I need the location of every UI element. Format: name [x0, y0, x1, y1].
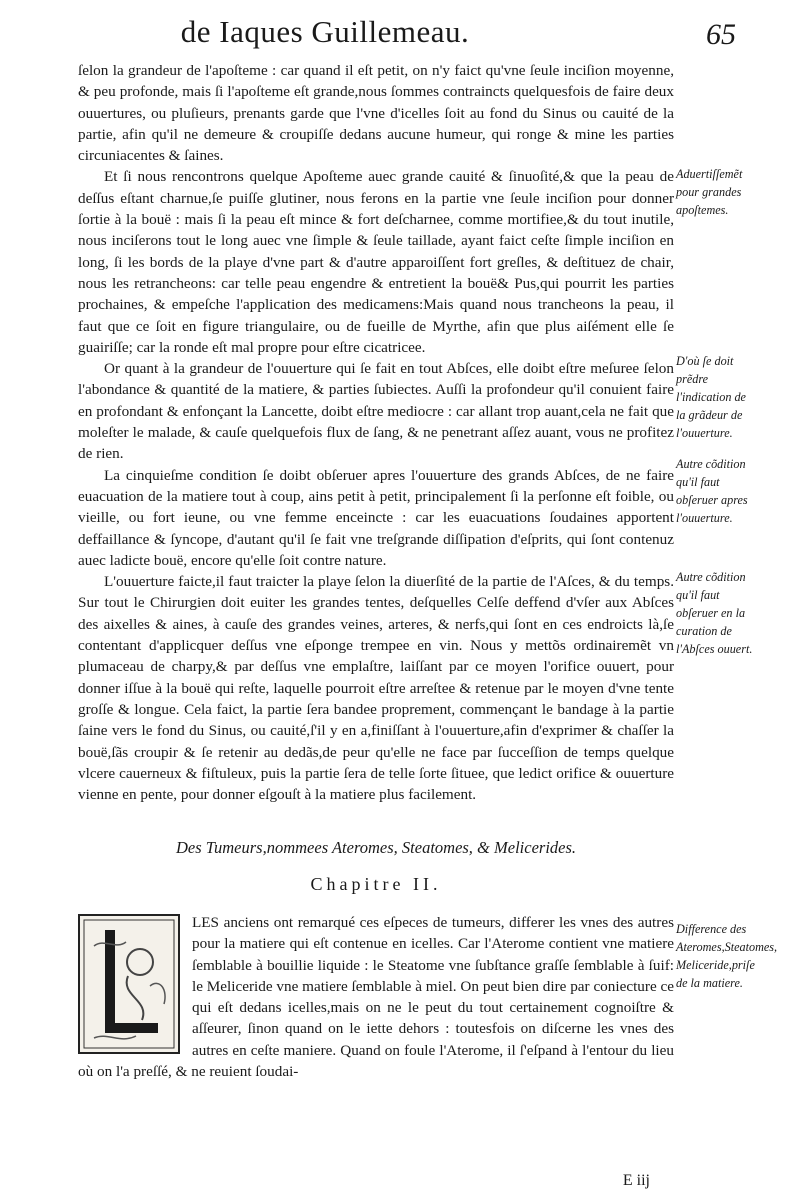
margin-note: Difference des Ateromes,Steatomes, Meliceride,priſe de la matiere. [676, 922, 778, 990]
chapter-body [78, 912, 674, 1082]
chapter-paragraph: LES anciens ont remarqué ces eſpeces de tumeurs, differer les vnes des autres pour la matiere qui eſt contenue en icelles. Car l'Aterome contient vne matiere ſemblable à bouillie liquide : le Steatome vne ſubſtance graſſe ſemblable à ſuif: le Meliceride vne matiere ſemblable à miel. On peut bien dire par coniecture ce qui eſt dedans icelles,mais on ne le peut du tout certainement cognoiſtre & aſſeurer, ſinon quand on le iette dehors : toutesfois on diſcerne les vnes des autres en ceſte maniere. Quand on foule l'Aterome, il ſ'eſpand à l'entour du lieu où on l'a preſſé, & ne reuient ſoudai- [78, 914, 674, 1081]
margin-note: Autre cõdition qu'il faut obſeruer en la curation de l'Abſces ouuert. [676, 570, 753, 656]
section-title: Des Tumeurs,nommees Ateromes, Steatomes, & Melicerides. [175, 838, 577, 857]
margin-note: Aduertiſſemẽt pour grandes apoſtemes. [676, 167, 743, 217]
running-title: de Iaques Guillemeau. [180, 14, 470, 49]
paragraph: L'ouuerture faicte,il faut traicter la playe ſelon la diuerſité de la partie de l'Aſces, & du temps. Sur tout le Chirurgien doit euiter les grandes tentes, deſquelles Celſe deffend d'vſer aux Abſces des aixelles & aines, à cauſe des grandes veines, arteres, & nerfs,qui ſont en ces endroicts là,ſe contentant d'applicquer deſſus vne eſponge trempee en vin. Nous y mettõs ordinairemẽt vn plumaceau de charpy,& par deſſus vne emplaſtre, laiſſant par ce moyen l'orifice ouuert, pour donner iſſue à la bouë qui reſte, laquelle pourroit eſtre arreſtee & retenue par le moyen d'vne tente groſſe & longue. Cela faict, la partie ſera bandee proprement, commençant le bandage à la partie ſaine vers le fond du Sinus, ou cauité,ſ'il y en a,finiſſant à l'ouuerture,afin d'exprimer & chaſſer la bouë,ſãs croupir & ſe retenir au dedãs,de peur qu'elle ne face par ſucceſſion de temps quelque vlcere cauerneux & fiſtuleux, puis la partie ſera de telle ſorte ſituee, que ledict orifice & ouuerture vienne en pente, pour donner eſgouſt à la matiere plus facilement. [78, 573, 674, 804]
ornament-icon [80, 916, 178, 1052]
paragraph: Or quant à la grandeur de l'ouuerture qui ſe fait en tout Abſces, elle doibt eſtre meſuree ſelon l'abondance & quantité de la matiere, & parties ſubiectes. Auſſi la profondeur qu'il conuient faire en profondant & enfonçant la Lancette, doibt eſtre mediocre : car allant trop auant,cela ne fait que moleſter le malade, & cauſe quelquefois flux de ſang, & ne penetrant aſſez auant, vous ne profitez de rien. [78, 360, 674, 463]
signature-mark: E iij [622, 1172, 650, 1189]
paragraph: La cinquieſme condition ſe doibt obſeruer apres l'ouuerture des grands Abſces, de ne faire euacuation de la matiere tout à coup, ains petit à petit, principalement ſi la perſonne eſt foible, ou vieille, ou fort ieune, ou vne femme enceincte : car les euacuations ſoudaines apportent deffaillance & ſyncope, d'autant qu'il ſe fait vne treſgrande diſſipation d'eſprits, qui ſont contenuz auec ladicte bouë, encore qu'elle ſoit contre nature. [78, 466, 674, 569]
chapter-heading: Chapitre II. [310, 874, 442, 894]
margin-note: D'où ſe doit prẽdre l'indication de la grãdeur de l'ouuerture. [676, 354, 746, 440]
margin-note: Autre cõdition qu'il faut obſeruer apres l'ouuerture. [676, 457, 748, 525]
decorated-initial-illustration [78, 914, 180, 1054]
page-number: 65 [706, 18, 736, 51]
paragraph: Et ſi nous rencontrons quelque Apoſteme auec grande cauité & ſinuoſité,& que la peau de deſſus eſtant charnue,ſe puiſſe glutiner, nous ferons en la partie vne ſeule inciſion pour donner ſortie à la bouë : mais ſi la peau eſt mince & fort deſcharnee, comme mortifiee,& du tout inutile, nous inciſerons tout le long auec vne ſimple & ſeule taillade, ayant faict ceſte ſimple inciſion en long, ſi les bords de la playe d'vne part & d'autre apparoiſſent fort greſles, & deſtituez de chair, nous les retrancheons: car telle peau engendre & entretient la bouë& Pus,qui pourrit les parties prochaines, & empeſche l'application des medicamens:Mais quand nous trancheons la peau, il faut que ce ſoit en figure triangulaire, ou de fueille de Myrthe, afin que plus aiſément elle ſe guairiſſe; car la ronde eſt mal propre pour eſtre cicatricee. [78, 168, 674, 356]
paragraph: ſelon la grandeur de l'apoſteme : car quand il eſt petit, on n'y faict qu'vne ſeule inciſion moyenne, & peu profonde, mais ſi l'apoſteme eſt grande,nous ſommes contraincts quelquesfois de faire deux ouuertures, ou pluſieurs, prenants garde que l'vne d'icelles ſoit au fond du Sinus ou cauité de la partie, afin qu'il ne demeure & croupiſſe dedans aucune humeur, qui ronge & mine les parties circuniacentes & ſaines. [78, 62, 674, 165]
main-text [78, 60, 674, 805]
